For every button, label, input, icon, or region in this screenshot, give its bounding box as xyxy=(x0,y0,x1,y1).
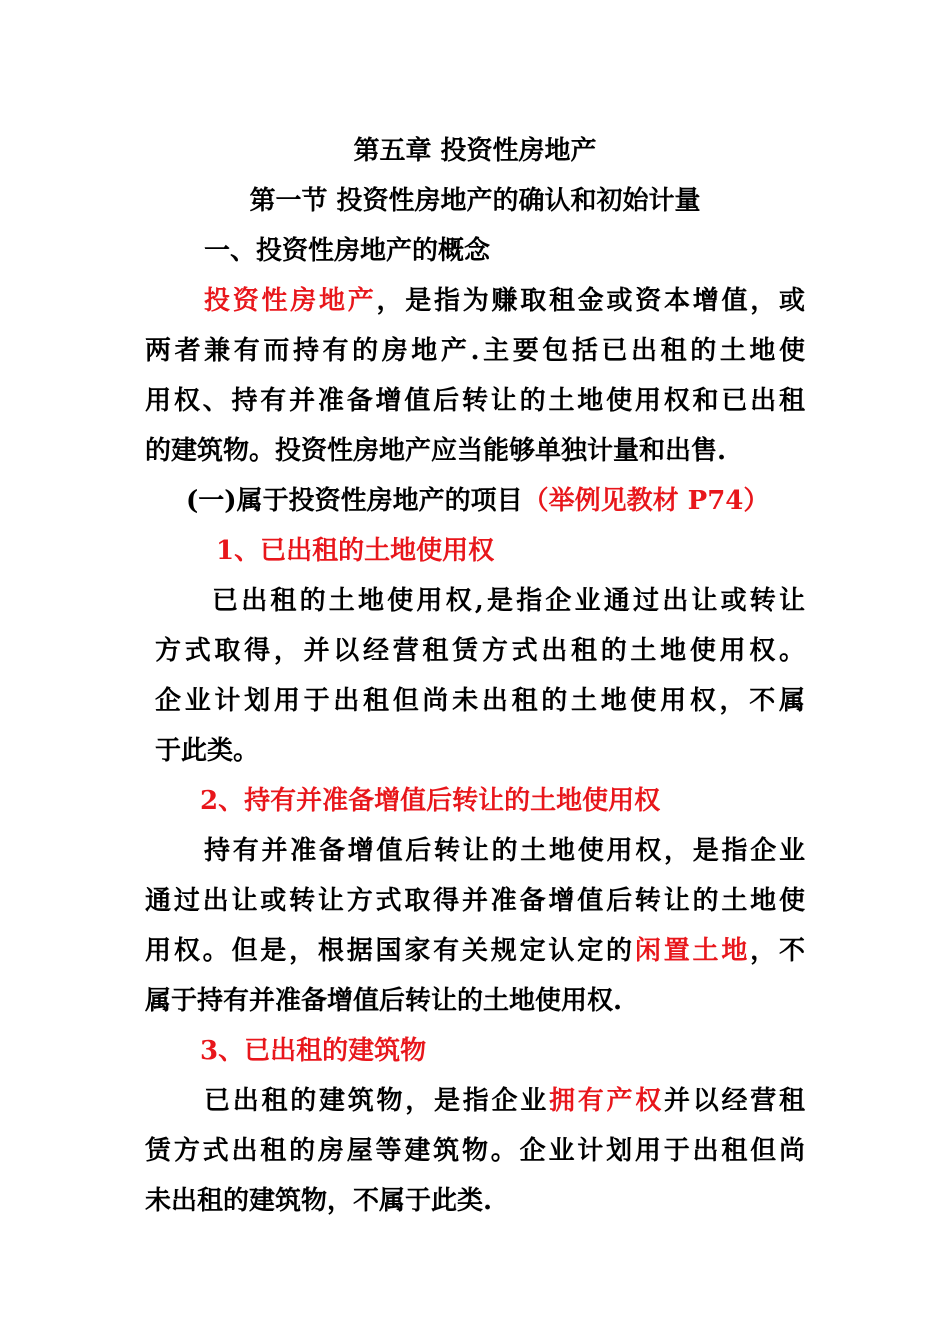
item1-line-4: 于此类。 xyxy=(155,736,260,766)
item1-line-3: 企业计划用于出租但尚未出租的土地使用权，不属 xyxy=(155,686,805,716)
item2-line-4: 属于持有并准备增值后转让的土地使用权. xyxy=(145,986,623,1016)
item3-line-1-pre: 已出租的建筑物，是指企业 xyxy=(204,1086,549,1116)
definition-line-3: 用权、持有并准备增值后转让的土地使用权和已出租 xyxy=(145,386,805,416)
chapter-title: 第五章 投资性房地产 xyxy=(353,136,597,166)
item1-title: 1、已出租的土地使用权 xyxy=(216,536,495,566)
item2-line-3-pre: 用权。但是，根据国家有关规定认定的 xyxy=(145,936,635,966)
items-heading-note: （举例见教材 P74） xyxy=(522,486,770,516)
section-title: 第一节 投资性房地产的确认和初始计量 xyxy=(249,186,701,216)
item1-line-2: 方式取得，并以经营租赁方式出租的土地使用权。 xyxy=(155,636,805,666)
item3-line-1-post: 并以经营租 xyxy=(663,1086,805,1116)
item3-title: 3、已出租的建筑物 xyxy=(200,1036,427,1066)
item2-line-3 xyxy=(145,934,805,968)
heading-concept: 一、投资性房地产的概念 xyxy=(204,236,491,266)
idle-land-term: 闲置土地 xyxy=(634,936,751,966)
property-rights-term: 拥有产权 xyxy=(548,1086,664,1116)
definition-term: 投资性房地产 xyxy=(204,286,377,316)
items-heading xyxy=(186,484,769,518)
item2-line-3-post: ，不 xyxy=(750,936,805,966)
definition-line-2: 两者兼有而持有的房地产.主要包括已出租的土地使 xyxy=(145,336,805,366)
item2-title: 2、持有并准备增值后转让的土地使用权 xyxy=(200,786,661,816)
definition-line-4: 的建筑物。投资性房地产应当能够单独计量和出售. xyxy=(145,436,727,466)
items-heading-text: (一)属于投资性房地产的项目 xyxy=(186,486,523,516)
definition-line-1 xyxy=(204,284,805,318)
definition-line-1-text: ，是指为赚取租金或资本增值，或 xyxy=(376,286,805,316)
item3-line-1 xyxy=(204,1084,805,1118)
item2-line-2: 通过出让或转让方式取得并准备增值后转让的土地使 xyxy=(145,886,805,916)
item1-line-1: 已出租的土地使用权,是指企业通过出让或转让 xyxy=(212,586,805,616)
item3-line-3: 未出租的建筑物，不属于此类. xyxy=(145,1186,493,1216)
item3-line-2: 赁方式出租的房屋等建筑物。企业计划用于出租但尚 xyxy=(145,1136,805,1166)
item2-line-1: 持有并准备增值后转让的土地使用权，是指企业 xyxy=(204,836,805,866)
